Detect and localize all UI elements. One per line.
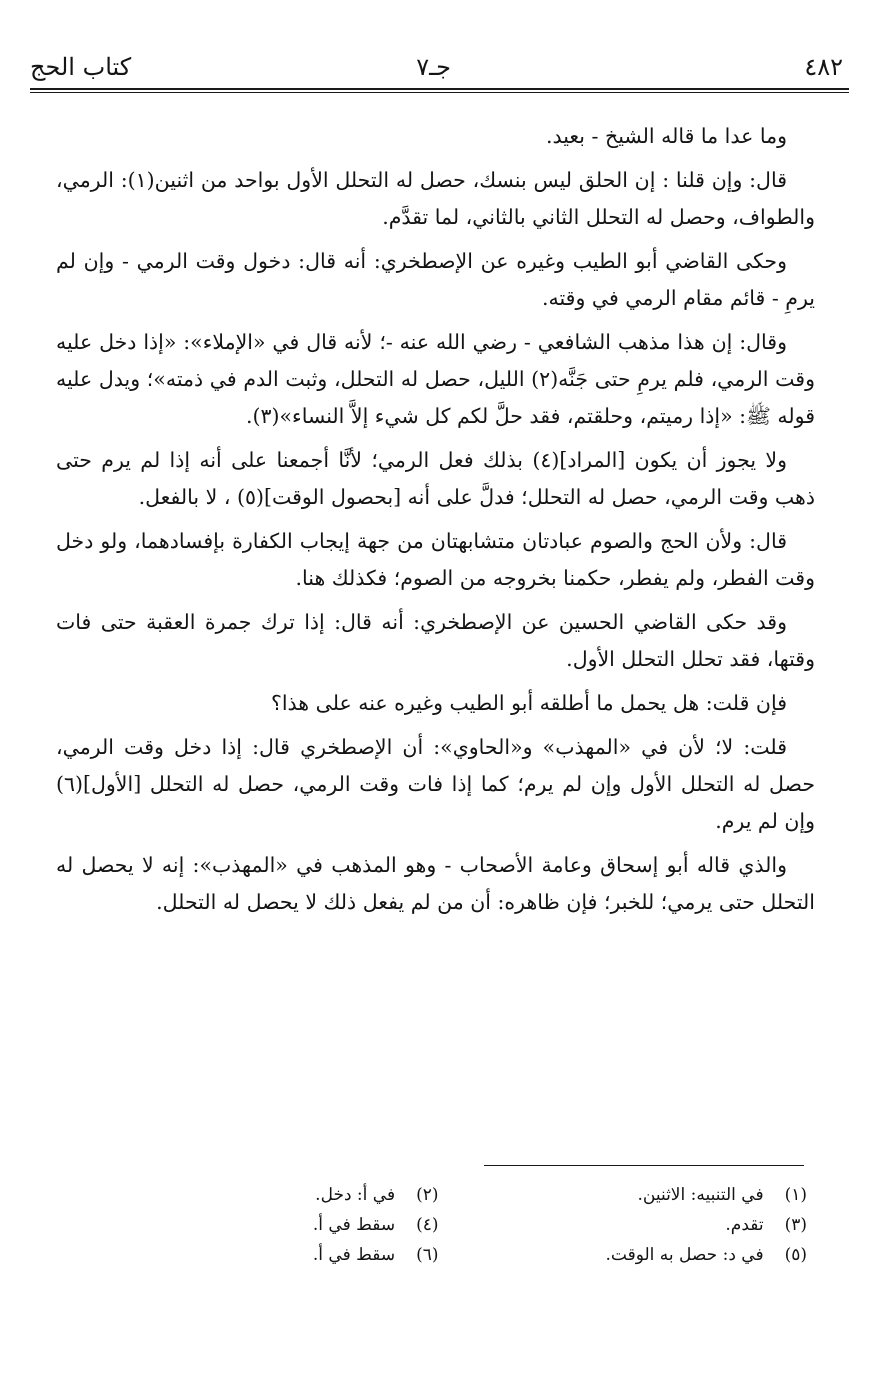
header-rule-thin — [30, 92, 849, 93]
header-rule — [30, 88, 849, 90]
paragraph: قلت: لا؛ لأن في «المهذب» و«الحاوي»: أن الإصطخري قال: إذا دخل وقت الرمي، حصل له التحلل الأول وإن لم يرم؛ كما إذا فات وقت الرمي، حصل له التحلل [الأول](٦) وإن لم يرم. — [56, 735, 815, 833]
footnote — [130, 1180, 439, 1210]
paragraph: وما عدا ما قاله الشيخ - بعيد. — [545, 124, 787, 148]
main-text — [56, 118, 815, 928]
footnote-text: في التنبيه: الاثنين. — [637, 1185, 764, 1205]
footnote-number: (٣) — [784, 1215, 807, 1235]
paragraph: فإن قلت: هل يحمل ما أطلقه أبو الطيب وغيره عنه على هذا؟ — [270, 691, 787, 715]
footnote — [130, 1210, 439, 1240]
page-number: ٤٨٢ — [804, 53, 843, 81]
footnote — [130, 1240, 439, 1270]
footnote — [499, 1210, 808, 1240]
footnotes — [130, 1180, 807, 1270]
book-title: كتاب الحج — [30, 53, 132, 81]
footnote-text: سقط في أ. — [312, 1215, 396, 1235]
footnote-number: (١) — [784, 1185, 807, 1205]
footnote-number: (٤) — [416, 1215, 439, 1235]
paragraph: قال: ولأن الحج والصوم عبادتان متشابهتان من جهة إيجاب الكفارة بإفسادهما، ولو دخل وقت الفطر، ولم يفطر، حكمنا بخروجه من الصوم؛ فكذلك هنا. — [56, 529, 815, 590]
footnote-text: سقط في أ. — [312, 1245, 396, 1265]
footnote-number: (٦) — [416, 1245, 439, 1265]
volume-number: جـ٧ — [416, 53, 451, 81]
paragraph: ولا يجوز أن يكون [المراد](٤) بذلك فعل الرمي؛ لأنَّا أجمعنا على أنه إذا لم يرم حتى ذهب وقت الرمي، حصل له التحلل؛ فدلَّ على أنه [بحصول الوقت](٥) ، لا بالفعل. — [56, 448, 815, 509]
paragraph: والذي قاله أبو إسحاق وعامة الأصحاب - وهو المذهب في «المهذب»: إنه لا يحصل له التحلل حتى يرمي؛ للخبر؛ فإن ظاهره: أن من لم يفعل ذلك لا يحصل له التحلل. — [56, 853, 815, 914]
paragraph: وقال: إن هذا مذهب الشافعي - رضي الله عنه -؛ لأنه قال في «الإملاء»: «إذا دخل عليه وقت الرمي، فلم يرمِ حتى جَنَّه(٢) الليل، حصل له التحلل، وثبت الدم في ذمته»؛ ويدل عليه قوله ﷺ: «إذا رميتم، وحلقتم، فقد حلَّ لكم كل شيء إلاَّ النساء»(٣). — [56, 330, 815, 428]
footnote-text: في د: حصل به الوقت. — [605, 1245, 764, 1265]
footnote-number: (٥) — [784, 1245, 807, 1265]
paragraph: وقد حكى القاضي الحسين عن الإصطخري: أنه قال: إذا ترك جمرة العقبة حتى فات وقتها، فقد تحلل التحلل الأول. — [56, 610, 815, 671]
footnote — [499, 1180, 808, 1210]
footnote-separator — [484, 1165, 804, 1166]
paragraph: قال: وإن قلنا : إن الحلق ليس بنسك، حصل له التحلل الأول بواحد من اثنين(١): الرمي، والطواف، وحصل له التحلل الثاني بالثاني، لما تقدَّم. — [56, 168, 815, 229]
paragraph: وحكى القاضي أبو الطيب وغيره عن الإصطخري: أنه قال: دخول وقت الرمي - وإن لم يرمِ - قائم مقام الرمي في وقته. — [56, 249, 815, 310]
footnote — [499, 1240, 808, 1270]
footnote-text: تقدم. — [725, 1215, 764, 1235]
footnote-text: في أ: دخل. — [315, 1185, 396, 1205]
page-header — [30, 52, 843, 88]
footnote-number: (٢) — [416, 1185, 439, 1205]
